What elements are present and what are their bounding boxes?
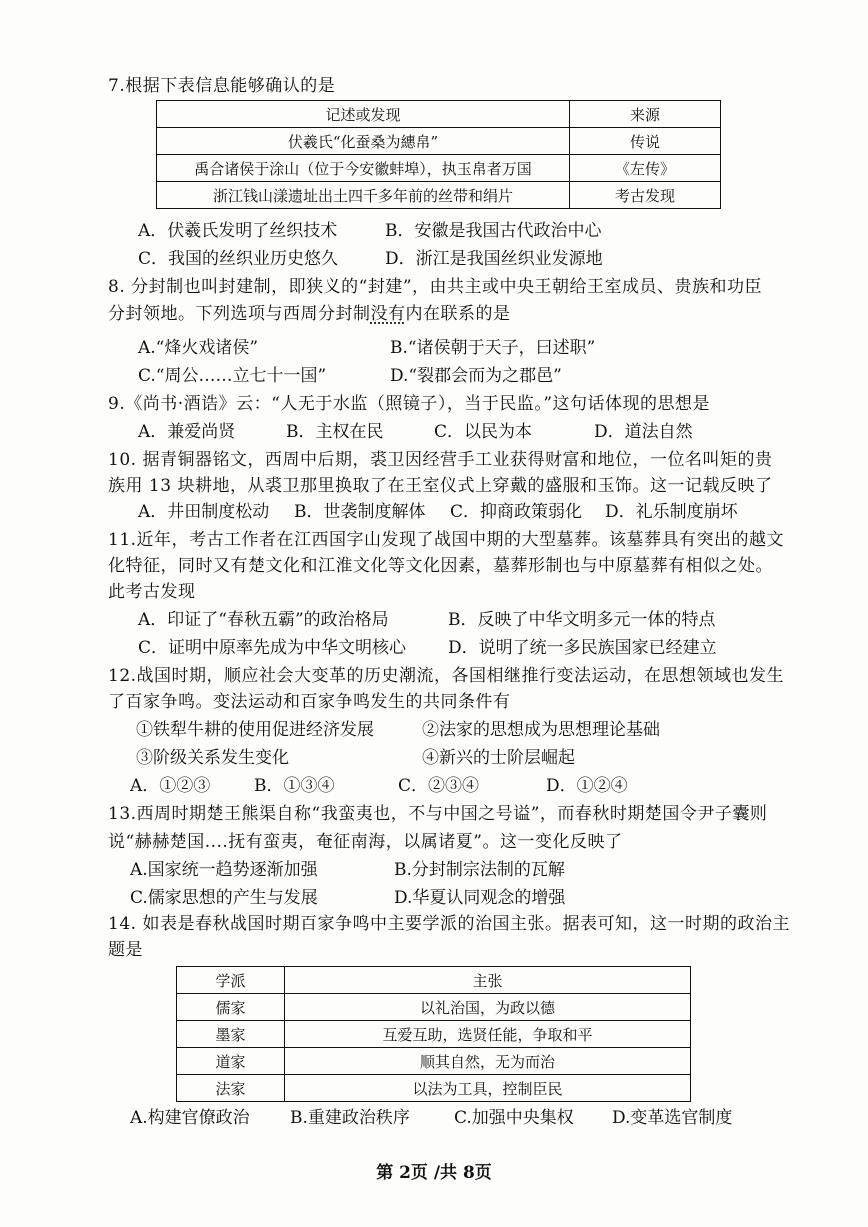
q10-option-a: A．井田制度松动 (138, 502, 270, 522)
q7-option-b: B．安徽是我国古代政治中心 (385, 221, 602, 241)
q7-option-d: D．浙江是我国丝织业发源地 (385, 249, 603, 269)
q8-line-2 (108, 302, 511, 326)
table-cell: 法家 (177, 1075, 285, 1102)
table-cell: 互爱互助，选贤任能，争取和平 (285, 1021, 691, 1048)
q8-option-a: A.“烽火戏诸侯” (138, 338, 259, 358)
table-cell: 伏羲氏“化蚕桑为繐帛” (157, 128, 570, 155)
table-row (157, 182, 721, 209)
q8-line-1: 8. 分封制也叫封建制，即狭义的“封建”，由共主或中央王朝给王室成员、贵族和功臣 (108, 277, 763, 297)
table-cell: 考古发现 (570, 182, 721, 209)
q14-line-2: 题是 (108, 940, 143, 960)
table-row (177, 1048, 691, 1075)
q12-item-2: ②法家的思想成为思想理论基础 (422, 720, 660, 740)
table-cell: 以礼治国，为政以德 (285, 994, 691, 1021)
table-row (177, 1075, 691, 1102)
q8-option-c: C.“周公……立七十一国” (138, 366, 327, 386)
q10-line-2: 族用 13 块耕地，从裘卫那里换取了在王室仪式上穿戴的盛服和玉饰。这一记载反映了 (108, 476, 773, 496)
q7-option-c: C．我国的丝织业历史悠久 (138, 249, 339, 269)
q14-option-b: B.重建政治秩序 (290, 1108, 410, 1128)
q11-line-1: 11.近年，考古工作者在江西国字山发现了战国中期的大型墓葬。该墓葬具有突出的越文 (108, 530, 785, 550)
table-cell: 道家 (177, 1048, 285, 1075)
table-row (157, 155, 721, 182)
table-cell: 浙江钱山漾遗址出土四千多年前的丝带和绢片 (157, 182, 570, 209)
table-cell: 以法为工具，控制臣民 (285, 1075, 691, 1102)
q7-option-a: A．伏羲氏发明了丝织技术 (138, 221, 338, 241)
table-row (177, 1021, 691, 1048)
q8-line-2a: 分封领地。下列选项与西周分封制 (108, 304, 371, 324)
page-number: 第 2页 /共 8页 (376, 1163, 492, 1183)
q13-option-d: D.华夏认同观念的增强 (394, 888, 566, 908)
q8-option-d: D.“裂郡会而为之郡邑” (390, 366, 562, 386)
q13-option-c: C.儒家思想的产生与发展 (130, 888, 318, 908)
q9-option-b: B．主权在民 (286, 422, 384, 442)
table-cell: 《左传》 (570, 155, 721, 182)
q13-line-2: 说“赫赫楚国....抚有蛮夷，奄征南海，以属诸夏”。这一变化反映了 (108, 832, 623, 852)
table-row (177, 967, 691, 994)
q12-item-1: ①铁犁牛耕的使用促进经济发展 (136, 720, 374, 740)
table-row (157, 101, 721, 128)
q7-stem: 7.根据下表信息能够确认的是 (108, 76, 336, 96)
q10-line-1: 10. 据青铜器铭文，西周中后期，裘卫因经营手工业获得财富和地位，一位名叫矩的贵 (108, 450, 773, 470)
q10-option-c: C．抑商政策弱化 (450, 502, 583, 522)
q14-option-c: C.加强中央集权 (454, 1108, 574, 1128)
q14-option-a: A.构建官僚政治 (130, 1108, 250, 1128)
q9-option-c: C．以民为本 (434, 422, 533, 442)
q12-option-b: B．①③④ (254, 776, 335, 796)
table-row (177, 994, 691, 1021)
q13-option-a: A.国家统一趋势逐渐加强 (130, 860, 318, 880)
q12-line-2: 了百家争鸣。变法运动和百家争鸣发生的共同条件有 (108, 692, 511, 712)
q14-table (176, 966, 691, 1102)
q7-header-record: 记述或发现 (157, 101, 570, 128)
q7-header-source: 来源 (570, 101, 721, 128)
q9-line-1: 9.《尚书·酒诰》云：“人无于水监（照镜子），当于民监。”这句话体现的思想是 (108, 394, 711, 414)
q13-option-b: B.分封制宗法制的瓦解 (394, 860, 565, 880)
q14-header-school: 学派 (177, 967, 285, 994)
q12-item-4: ④新兴的士阶层崛起 (422, 748, 575, 768)
q12-option-c: C．②③④ (398, 776, 480, 796)
table-cell: 墨家 (177, 1021, 285, 1048)
table-cell: 顺其自然，无为而治 (285, 1048, 691, 1075)
q14-line-1: 14. 如表是春秋战国时期百家争鸣中主要学派的治国主张。据表可知，这一时期的政治主 (108, 914, 790, 934)
table-cell: 禹合诸侯于涂山（位于今安徽蚌埠），执玉帛者万国 (157, 155, 570, 182)
q12-item-3: ③阶级关系发生变化 (136, 748, 289, 768)
q12-option-d: D．①②④ (546, 776, 628, 796)
q11-line-3: 此考古发现 (108, 582, 196, 602)
q14-header-claim: 主张 (285, 967, 691, 994)
table-row (157, 128, 721, 155)
q9-option-d: D．道法自然 (594, 422, 693, 442)
q10-option-b: B．世袭制度解体 (294, 502, 426, 522)
q13-line-1: 13.西周时期楚王熊渠自称“我蛮夷也，不与中国之号谥”，而春秋时期楚国令尹子囊则 (108, 804, 768, 824)
table-cell: 传说 (570, 128, 721, 155)
q8-line-2c: 内在联系的是 (405, 304, 511, 324)
q14-option-d: D.变革选官制度 (612, 1108, 733, 1128)
q11-line-2: 化特征，同时又有楚文化和江淮文化等文化因素，墓葬形制也与中原墓葬有相似之处。 (108, 556, 773, 576)
q8-emphasis: 没有 (370, 304, 406, 324)
q11-option-a: A．印证了“春秋五霸”的政治格局 (138, 610, 389, 630)
q11-option-d: D．说明了统一多民族国家已经建立 (448, 638, 717, 658)
q10-option-d: D．礼乐制度崩坏 (605, 502, 738, 522)
q12-line-1: 12.战国时期，顺应社会大变革的历史潮流，各国相继推行变法运动，在思想领域也发生 (108, 666, 785, 686)
q11-option-b: B．反映了中华文明多元一体的特点 (448, 610, 716, 630)
q7-table (156, 100, 721, 209)
q12-option-a: A．①②③ (130, 776, 211, 796)
table-cell: 儒家 (177, 994, 285, 1021)
q8-option-b: B.“诸侯朝于天子，曰述职” (390, 338, 596, 358)
q9-option-a: A．兼爱尚贤 (138, 422, 236, 442)
q11-option-c: C．证明中原率先成为中华文明核心 (138, 638, 407, 658)
